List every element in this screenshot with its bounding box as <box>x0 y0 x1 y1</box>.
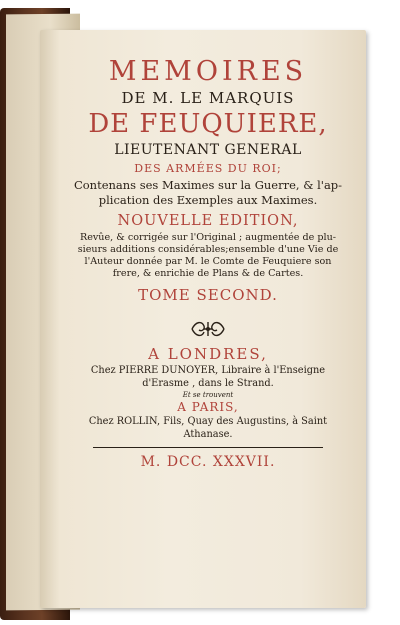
title-de-marquis: DE M. LE MARQUIS <box>121 89 295 107</box>
subtitle-line-2: plication des Exemples aux Maximes. <box>98 193 318 207</box>
title-lieutenant: LIEUTENANT GENERAL <box>114 142 302 158</box>
imprint-publisher-2: d'Erasme , dans le Strand. <box>142 378 274 389</box>
volume-label: TOME SECOND. <box>138 286 278 304</box>
edition-line-3: l'Auteur donnée par M. le Comte de Feuquiere son <box>84 256 332 267</box>
edition-line-1: Revûe, & corrigée sur l'Original ; augmentée de plu- <box>79 232 337 243</box>
edition-line-4: frere, & enrichie de Plans & de Cartes. <box>112 268 304 279</box>
divider-rule <box>93 447 323 448</box>
imprint-london: A LONDRES, <box>148 345 268 363</box>
imprint-seller-1: Chez ROLLIN, Fils, Quay des Augustins, à Saint <box>88 416 328 427</box>
title-feuquiere: DE FEUQUIERE, <box>88 109 328 139</box>
title-page-text <box>58 40 358 472</box>
title-memoires: MEMOIRES <box>108 56 308 87</box>
imprint-paris: A PARIS, <box>177 400 239 414</box>
imprint-et-se-trouvent: Et se trouvent <box>182 391 234 399</box>
edition-line-2: sieurs additions considérables;ensemble d'une Vie de <box>77 244 339 255</box>
subtitle-line-1: Contenans ses Maximes sur la Guerre, & l'ap- <box>73 178 343 192</box>
title-armees: DES ARMÉES DU ROI; <box>134 162 282 175</box>
edition-heading: NOUVELLE EDITION, <box>117 213 299 229</box>
publication-date: M. DCC. XXXVII. <box>140 454 276 470</box>
printers-ornament-icon <box>188 318 228 340</box>
imprint-seller-2: Athanase. <box>183 429 233 440</box>
imprint-publisher-1: Chez PIERRE DUNOYER, Libraire à l'Enseigne <box>90 365 326 376</box>
